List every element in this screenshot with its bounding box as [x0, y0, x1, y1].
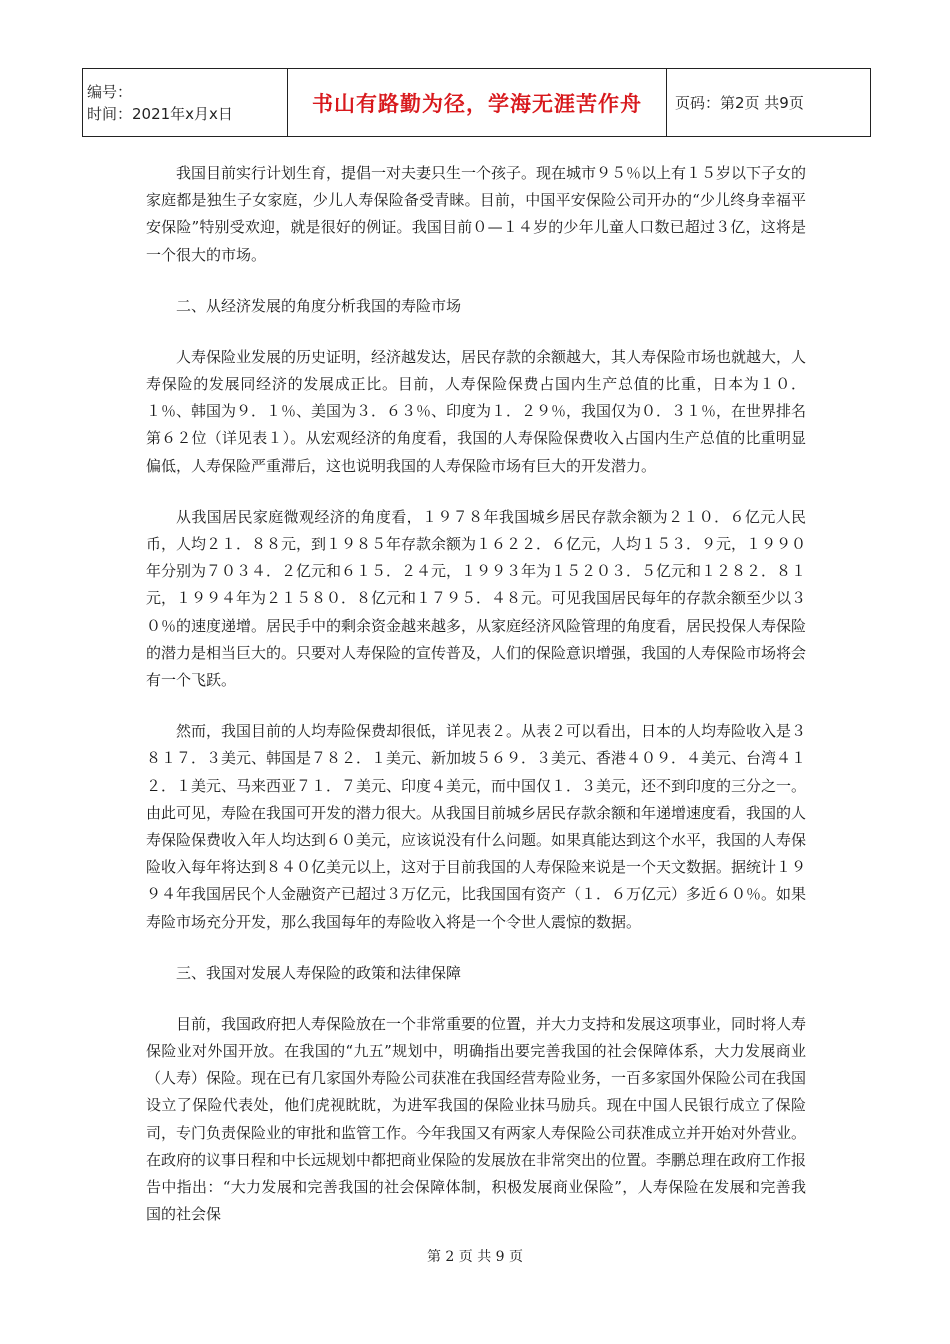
body-paragraph: 目前，我国政府把人寿保险放在一个非常重要的位置，并大力支持和发展这项事业，同时将人寿保险业对外国开放。在我国的“九五”规划中，明确指出要完善我国的社会保障体系，大力发展商业（人寿）保险。现在已有几家国外寿险公司获准在我国经营寿险业务，一百多家国外保险公司在我国设立了保险代表处，他们虎视眈眈，为进军我国的保险业抹马励兵。现在中国人民银行成立了保险司，专门负责保险业的审批和监管工作。今年我国又有两家人寿保险公司获准成立并开始对外营业。在政府的议事日程和中长远规划中都把商业保险的发展放在非常突出的位置。李鹏总理在政府工作报告中指出：“大力发展和完善我国的社会保障体制，积极发展商业保险”，人寿保险在发展和完善我国的社会保	[146, 1014, 807, 1224]
code-label: 编号：	[87, 82, 133, 101]
date-line: 时间：2021年x月x日	[87, 104, 233, 123]
document-body	[146, 160, 806, 1253]
body-paragraph: 然而，我国目前的人均寿险保费却很低，详见表２。从表２可以看出，日本的人均寿险收入是３８１７．３美元、韩国是７８２．１美元、新加坡５６９．３美元、香港４０９．４美元、台湾４１２．１美元、马来西亚７１．７美元、印度４美元，而中国仅１．３美元，还不到印度的三分之一。由此可见，寿险在我国可开发的潜力很大。从我国目前城乡居民存款余额和年递增速度看，我国的人寿保险保费收入年人均达到６０美元，应该说没有什么问题。如果真能达到这个水平，我国的人寿保险收入每年将达到８４０亿美元以上，这对于目前我国的人寿保险来说是一个天文数据。据统计１９９４年我国居民个人金融资产已超过３万亿元，比我国国有资产（１．６万亿元）多近６０％。如果寿险市场充分开发，那么我国每年的寿险收入将是一个令世人震惊的数据。	[146, 722, 807, 931]
body-paragraph: 我国目前实行计划生育，提倡一对夫妻只生一个孩子。现在城市９５％以上有１５岁以下子女的家庭都是独生子女家庭，少儿人寿保险备受青睐。目前，中国平安保险公司开办的“少儿终身幸福平安保险”特别受欢迎，就是很好的例证。我国目前０—１４岁的少年儿童人口数已超过３亿，这将是一个很大的市场。	[146, 164, 807, 264]
header-meta-cell	[83, 69, 288, 137]
body-paragraph: 人寿保险业发展的历史证明，经济越发达，居民存款的余额越大，其人寿保险市场也就越大，人寿保险的发展同经济的发展成正比。目前，人寿保险保费占国内生产总值的比重，日本为１０．１％、韩国为９．１％、美国为３．６３％、印度为１．２９％，我国仅为０．３１％，在世界排名第６２位（详见表１）。从宏观经济的角度看，我国的人寿保险保费收入占国内生产总值的比重明显偏低，人寿保险严重滞后，这也说明我国的人寿保险市场有巨大的开发潜力。	[146, 347, 807, 475]
header-page-info: 页码：第2页 共9页	[667, 69, 871, 137]
page-footer: 第 2 页 共 9 页	[426, 1249, 524, 1265]
body-paragraph: 从我国居民家庭微观经济的角度看，１９７８年我国城乡居民存款余额为２１０．６亿元人民币，人均２１．８８元，到１９８５年存款余额为１６２２．６亿元，人均１５３．９元，１９９０年分别为７０３４．２亿元和６１５．２４元，１９９３年为１５２０３．５亿元和１２８２．８１元，１９９４年为２１５８０．８亿元和１７９５．４８元。可见我国居民每年的存款余额至少以３０％的速度递增。居民手中的剩余资金越来越多，从家庭经济风险管理的角度看，居民投保人寿保险的潜力是相当巨大的。只要对人寿保险的宣传普及，人们的保险意识增强，我国的人寿保险市场将会有一个飞跃。	[146, 507, 807, 690]
section-heading: 三、我国对发展人寿保险的政策和法律保障	[176, 963, 462, 982]
document-header	[82, 68, 871, 137]
header-motto: 书山有路勤为径，学海无涯苦作舟	[288, 69, 667, 137]
section-heading: 二、从经济发展的角度分析我国的寿险市场	[176, 296, 462, 315]
